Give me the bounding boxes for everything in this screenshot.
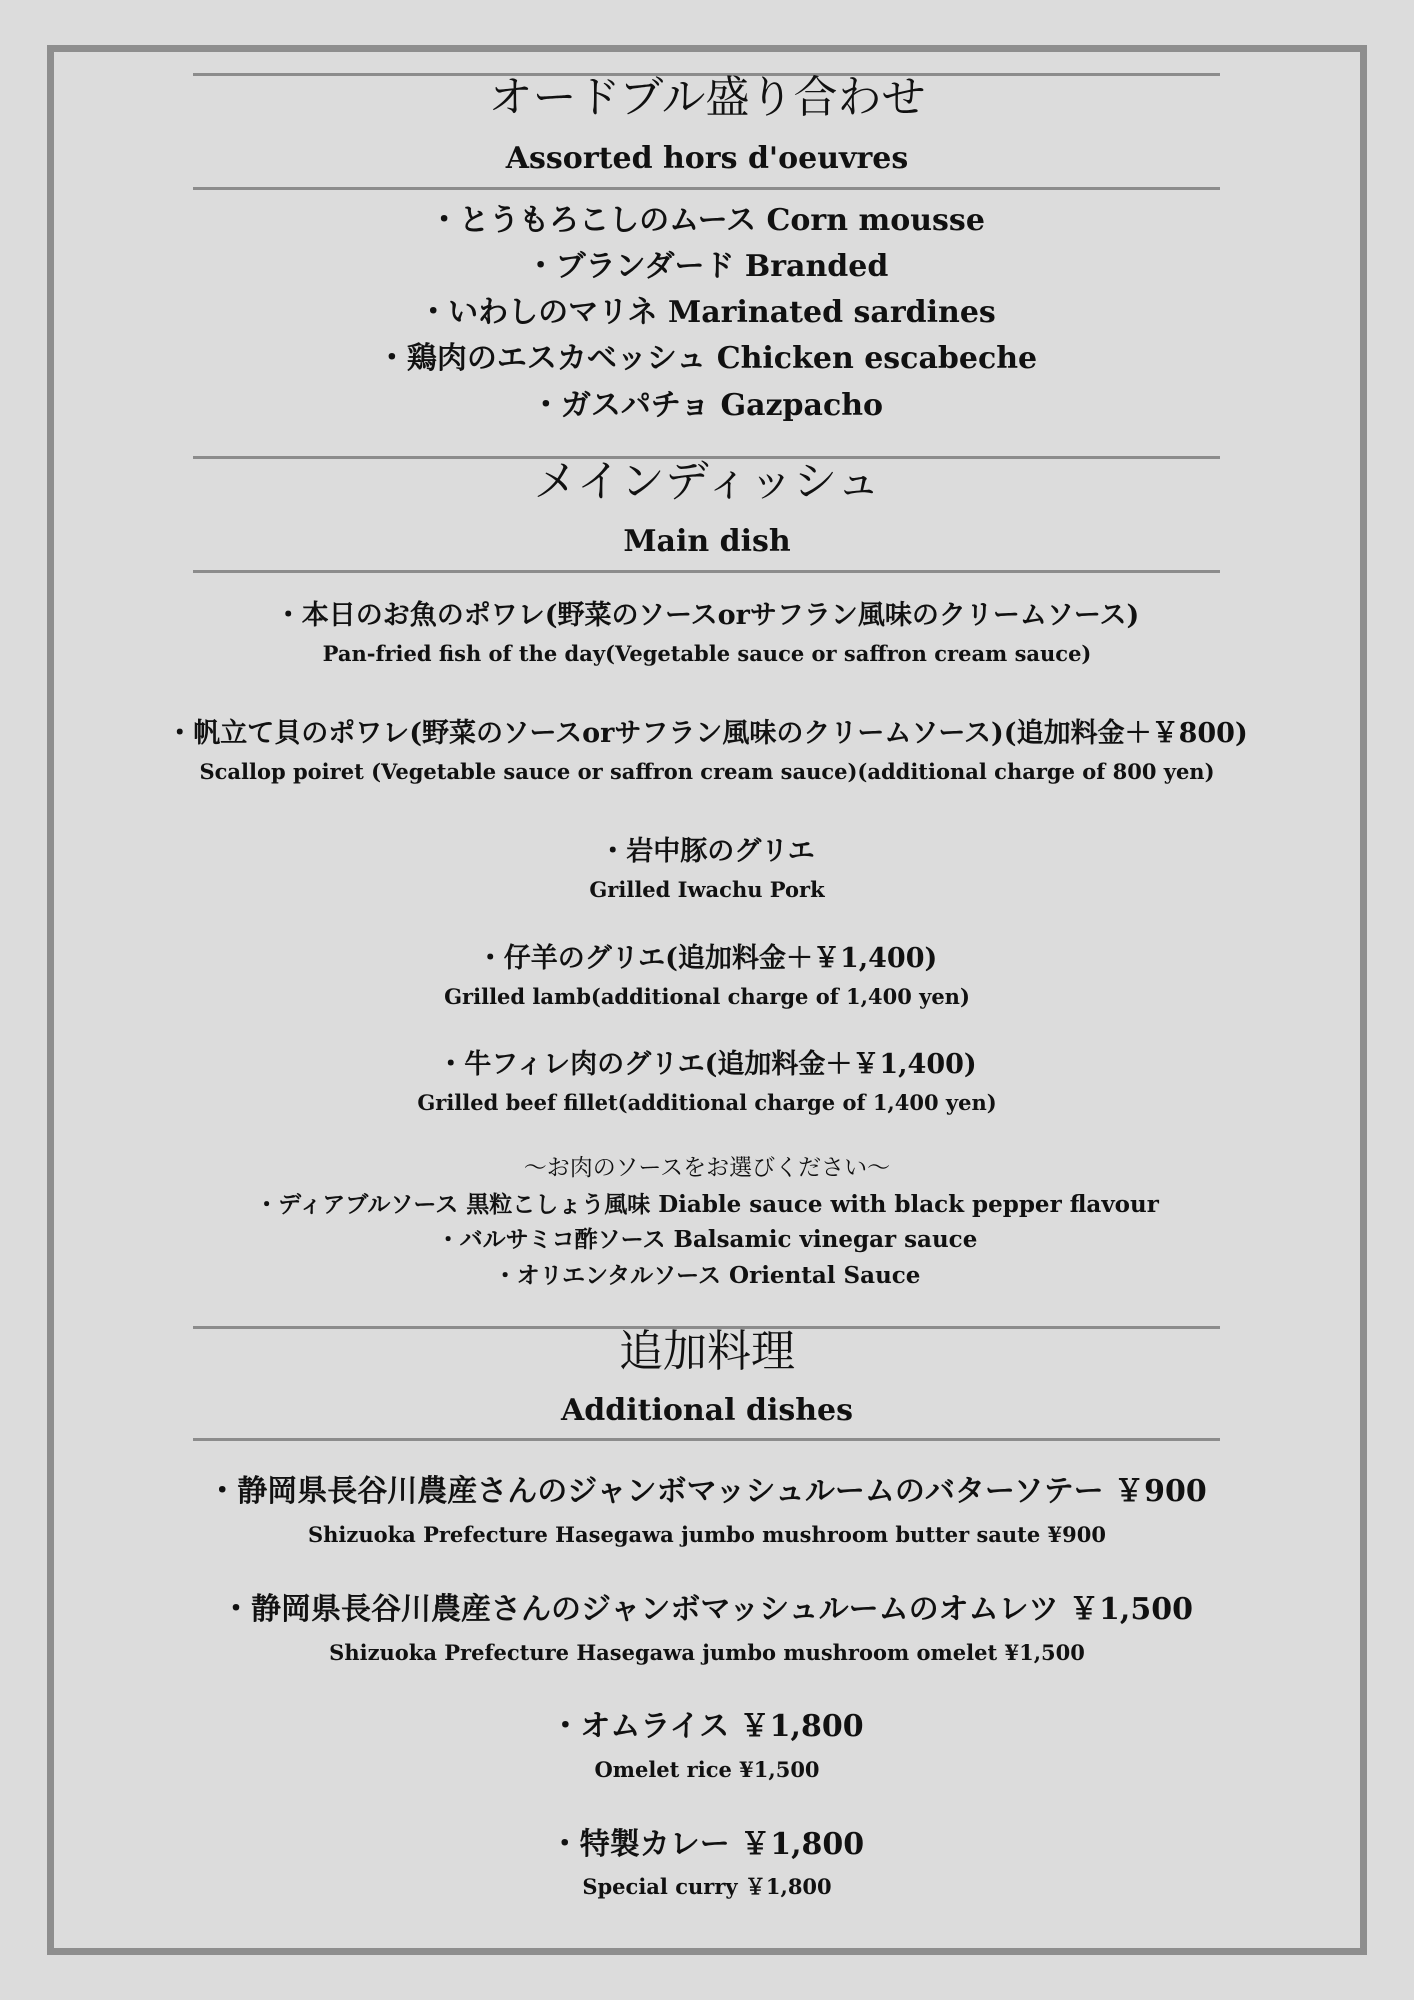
hors-item: ・鶏肉のエスカベッシュ Chicken escabeche	[376, 341, 1038, 376]
main-item-en: Grilled lamb(additional charge of 1,400 yen)	[444, 984, 970, 1009]
main-item-jp: ・帆立て貝のポワレ(野菜のソースorサフラン風味のクリームソース)(追加料金＋￥800)	[166, 718, 1248, 749]
hors-title-jp: オードブル盛り合わせ	[488, 72, 926, 123]
hors-title-en: Assorted hors d'oeuvres	[505, 141, 909, 176]
additional-item-en: Omelet rice ¥1,500	[594, 1757, 820, 1782]
section-divider	[193, 187, 1220, 190]
additional-item-en: Shizuoka Prefecture Hasegawa jumbo mushroom butter saute ¥900	[308, 1522, 1106, 1547]
additional-item-en: Shizuoka Prefecture Hasegawa jumbo mushroom omelet ¥1,500	[329, 1640, 1085, 1665]
hors-item: ・とうもろこしのムース Corn mousse	[429, 203, 985, 238]
main-item-jp: ・牛フィレ肉のグリエ(追加料金＋￥1,400)	[437, 1049, 977, 1080]
additional-item-jp: ・特製カレー ￥1,800	[549, 1827, 865, 1862]
sauce-item: ・オリエンタルソース Oriental Sauce	[493, 1262, 921, 1289]
main-item-jp: ・仔羊のグリエ(追加料金＋￥1,400)	[476, 943, 938, 974]
additional-item-jp: ・静岡県長谷川農産さんのジャンボマッシュルームのオムレツ ￥1,500	[221, 1592, 1193, 1627]
hors-item: ・ブランダード Branded	[525, 249, 889, 284]
main-item-en: Grilled beef fillet(additional charge of 1,400 yen)	[417, 1090, 997, 1115]
main-item-en: Grilled Iwachu Pork	[589, 877, 825, 902]
hors-item: ・いわしのマリネ Marinated sardines	[418, 295, 996, 330]
main-item-jp: ・本日のお魚のポワレ(野菜のソースorサフラン風味のクリームソース)	[274, 600, 1140, 631]
sauce-heading: ～お肉のソースをお選びください～	[523, 1155, 891, 1181]
main-title-en: Main dish	[623, 524, 791, 559]
additional-item-jp: ・静岡県長谷川農産さんのジャンボマッシュルームのバターソテー ￥900	[207, 1474, 1207, 1509]
main-item-en: Scallop poiret (Vegetable sauce or saffron cream sauce)(additional charge of 800 yen)	[199, 759, 1215, 784]
hors-item: ・ガスパチョ Gazpacho	[530, 388, 884, 423]
additional-title-en: Additional dishes	[560, 1393, 854, 1428]
main-item-en: Pan-fried fish of the day(Vegetable sauce or saffron cream sauce)	[322, 641, 1092, 666]
section-divider	[193, 1438, 1220, 1441]
section-divider	[193, 570, 1220, 573]
sauce-item: ・ディアブルソース 黒粒こしょう風味 Diable sauce with black pepper flavour	[255, 1191, 1159, 1218]
main-item-jp: ・岩中豚のグリエ	[599, 836, 815, 867]
sauce-item: ・バルサミコ酢ソース Balsamic vinegar sauce	[436, 1226, 978, 1253]
main-title-jp: メインディッシュ	[533, 456, 881, 507]
additional-item-jp: ・オムライス ￥1,800	[550, 1709, 864, 1744]
additional-title-jp: 追加料理	[619, 1326, 795, 1377]
additional-item-en: Special curry ￥1,800	[582, 1874, 832, 1899]
